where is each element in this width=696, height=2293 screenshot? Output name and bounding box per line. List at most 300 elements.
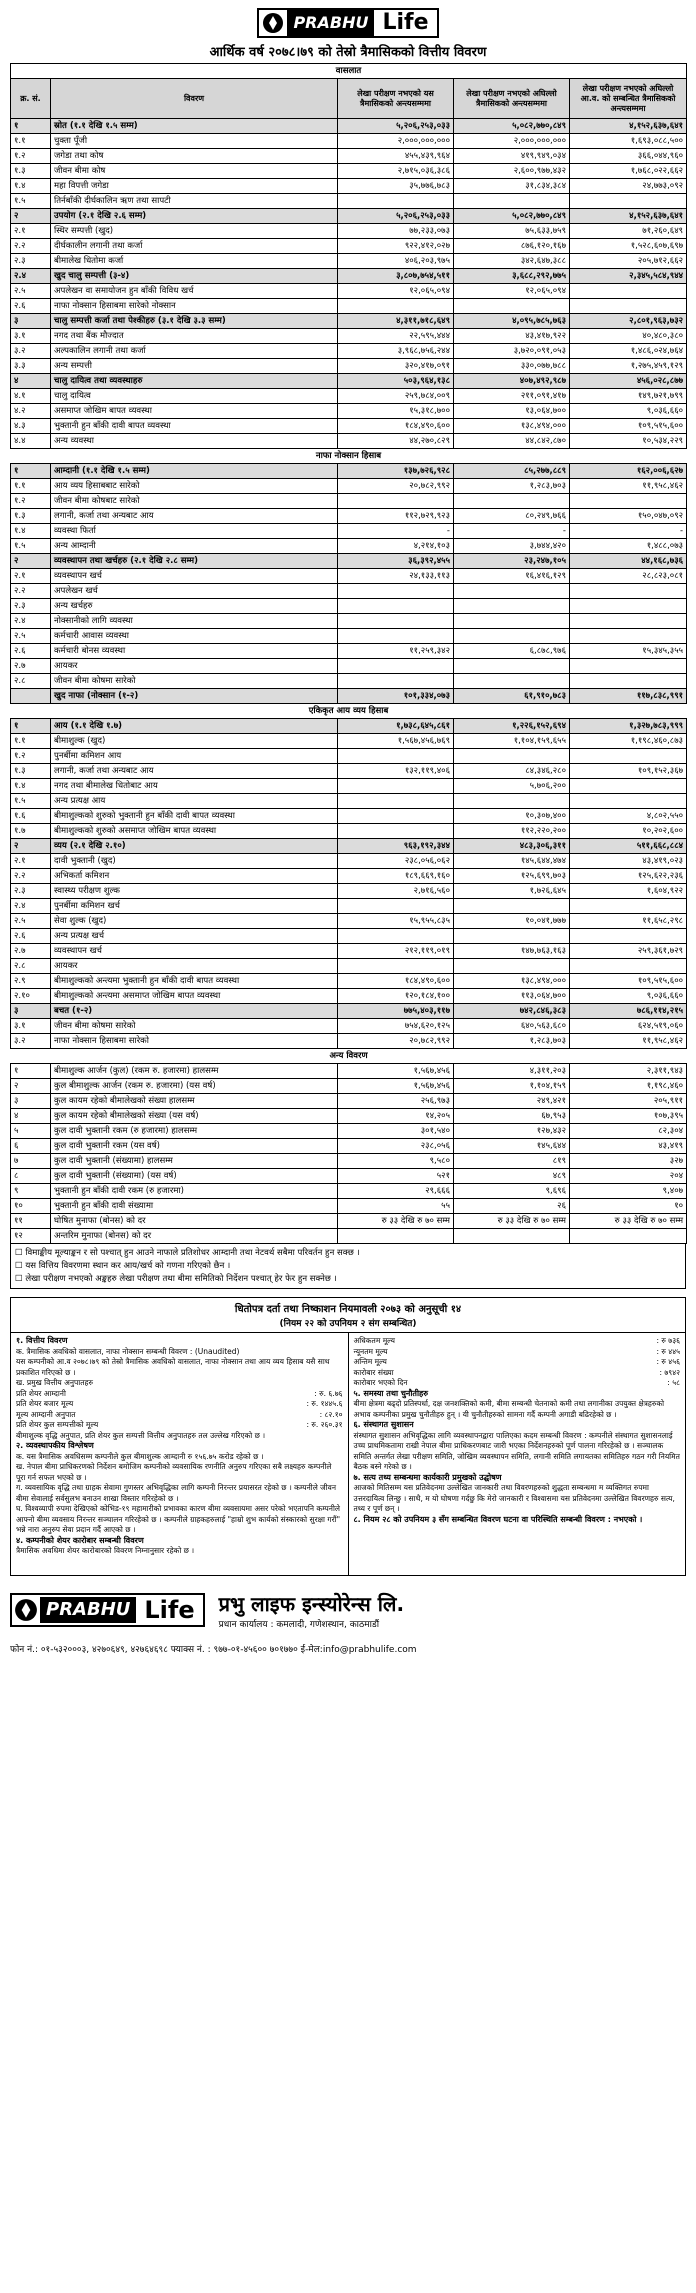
row-value-current: ४५५,४३९,९६४ [338,149,454,164]
row-value-current: ९,५८० [338,1154,454,1169]
annex-key-value [16,1389,343,1400]
logo-text-prabhu: PRABHU [287,10,374,36]
annex-left-column [11,1333,349,1575]
row-label: जीवन बीमा कोष [51,164,338,179]
row-label: खुद चालु सम्पत्ती (३-४) [51,269,338,284]
annex-value: : रु. ६.७६ [314,1388,343,1398]
annex-heading-text: ६. संस्थागत सुशासन [353,1420,414,1429]
row-serial: २.६ [11,929,51,944]
row-value-previous-quarter: ५,०८२,७७०,८४९ [454,209,570,224]
row-value-current: १३२,११९,४०६ [338,764,454,779]
row-serial: १.५ [11,794,51,809]
row-label: कुल बीमाशुल्क आर्जन (रकम रु. हजारमा) (यस वर्ष) [51,1079,338,1094]
column-header-previous-year-quarter: लेखा परीक्षण नभएको अघिल्लो आ.व. को सम्बन्धित त्रैमासिकको अन्त्यसम्ममा [570,79,687,119]
row-value-current: २,०००,०००,००० [338,134,454,149]
row-value-previous-year: ४५६,०२८,८७७ [570,374,687,389]
row-value-previous-quarter: १२७,४३२ [454,1124,570,1139]
row-serial: ९ [11,1184,51,1199]
row-serial: १० [11,1199,51,1214]
row-value-previous-quarter [454,929,570,944]
annex-paragraph: त्रैमासिक अवधिमा शेयर कारोबारको विवरण निम्नानुसार रहेको छ । [16,1546,195,1555]
row-value-previous-quarter [454,1229,570,1244]
row-value-previous-year: १,७६८,०२२,६६२ [570,164,687,179]
table-row [11,1064,687,1079]
annex-value: : रु ४४५ [656,1346,680,1356]
row-value-previous-year: ९,०३६,६६० [570,404,687,419]
row-value-current [338,659,454,674]
row-value-current: ५२१ [338,1169,454,1184]
row-serial: ३.२ [11,1034,51,1049]
row-label: कर्मचारी आवास व्यवस्था [51,629,338,644]
annex-key: अन्तिम मूल्य [353,1357,387,1366]
annex-paragraph: बीमा क्षेत्रमा बढ्दो प्रतिस्पर्धा, दक्ष जनशक्तिको कमी, बीमा सम्बन्धी चेतनाको कमी तथा लगानीका उपयुक्त क्षेत्रहरुको अभाव कम्पनीका प्रमुख चुनौतीहरु हुन् । यी चुनौतीहरुको सामना गर्दै कम्पनी अगाडी बढिरहेको छ । [353,1399,665,1419]
row-value-previous-quarter: १२,०६५,०९४ [454,284,570,299]
row-value-previous-year: १०९,५१५,६०० [570,419,687,434]
row-value-previous-year [570,494,687,509]
notes [10,1244,686,1289]
row-value-current: ४,३११,७१८,६४९ [338,314,454,329]
annex-key: अधिकतम मूल्य [353,1336,395,1345]
table-row [11,719,687,734]
row-label: जीवन बीमा कोषमा सारेको [51,1019,338,1034]
row-serial: १ [11,1064,51,1079]
table-row [11,1184,687,1199]
row-serial: २.४ [11,899,51,914]
logo-text-life: Life [382,10,429,35]
annex-paragraph: संस्थागत सुशासन अभिवृद्धिका लागि व्यवस्थापनद्वारा पालिएका कदम सम्बन्धी विवरण : कम्पनीले संस्थागत सुशासनलाई उच्च प्राथमिकतामा राखी नेपाल बीमा प्राधिकरणबाट जारी भएका निर्देशनहरुको पूर्ण पालना गरिरहेको छ । सञ्चालक समिति अन्तर्गत लेखा परीक्षण समिति, जोखिम व्यवस्थापन समिति, लगानी समिति लगायतका समितिहरु गठन गरी नियमित बैठक बस्ने गरेको छ । [353,1430,680,1471]
row-value-current: रु ३३ देखि रु ७० सम्म [338,1214,454,1229]
column-header-current-quarter: लेखा परीक्षण नभएको यस त्रैमासिकको अन्त्यसम्ममा [338,79,454,119]
row-value-previous-quarter: १,२२६,१५२,६९४ [454,719,570,734]
annex-paragraph: क. यस त्रैमासिक अवधिसम्म कम्पनीले कुल बीमाशुल्क आम्दानी रु १५६.७५ करोड रहेको छ । [16,1451,264,1461]
annex-key: कारोबार भएको दिन [353,1378,408,1387]
row-value-previous-year [570,599,687,614]
row-value-current: ३५,७७६,७८३ [338,179,454,194]
row-value-previous-year: ९,४०७ [570,1184,687,1199]
row-value-previous-year [570,299,687,314]
annex-paragraph: बीमाशुल्क वृद्धि अनुपात, प्रति शेयर कुल सम्पत्ती वित्तीय अनुपातहरु तल उल्लेख गरिएको छ । [16,1430,266,1440]
row-serial: ४.२ [11,404,51,419]
row-value-previous-quarter: १३८,४९४,००० [454,974,570,989]
row-label: बचत (१-२) [51,1004,338,1019]
row-label: नगद तथा बैंक मौज्दात [51,329,338,344]
row-serial: ३.१ [11,1019,51,1034]
annex-paragraph: ग. व्यवसायिक वृद्धि तथा ग्राहक सेवामा गुणस्तर अभिवृद्धिका लागि कम्पनी निरन्तर प्रयासरत रहेको छ । कम्पनीले जीवन बीमा सेवालाई सर्वसुलभ बनाउन शाखा विस्तार गरिरहेको छ । [16,1483,336,1503]
table-header-row [11,79,687,119]
annex-value: : ५८ [667,1378,680,1387]
row-serial: २ [11,554,51,569]
row-value-previous-quarter: १०,०४१,७७७ [454,914,570,929]
income-expense-rows [11,719,687,1049]
row-value-current: १२०,१८४,१०० [338,989,454,1004]
row-value-previous-quarter: १४७,७६३,१६३ [454,944,570,959]
row-value-previous-year: २,३११,९४३ [570,1064,687,1079]
table-row [11,974,687,989]
prabhu-emblem-icon [259,10,287,36]
row-label: कुल दावी भुक्तानी (संख्यामा) (यस वर्ष) [51,1169,338,1184]
row-label: अल्पकालिन लगानी तथा कर्जा [51,344,338,359]
row-value-current: २३८,०५६,०६२ [338,854,454,869]
annex-key-value [16,1420,343,1431]
financial-table [10,63,687,1244]
row-value-previous-year [570,899,687,914]
table-row [11,119,687,134]
row-value-current: १,७३८,६४५,८६१ [338,719,454,734]
row-value-previous-year: १४९,७२१,७९९ [570,389,687,404]
table-row [11,419,687,434]
row-value-previous-year: २५९,३६१,७२९ [570,944,687,959]
pl-heading-row [11,449,687,464]
table-row [11,794,687,809]
row-value-previous-year: १,२७५,४५९,१२९ [570,359,687,374]
table-row [11,569,687,584]
prabhu-emblem-icon [12,1597,40,1623]
row-label: जीवन बीमा कोषबाट सारेको [51,494,338,509]
row-label: दावी भुक्तानी (खुद) [51,854,338,869]
row-value-previous-quarter: ६४०,५६३,६८० [454,1019,570,1034]
row-serial: १.४ [11,524,51,539]
row-serial: १.२ [11,494,51,509]
table-row [11,404,687,419]
row-value-previous-quarter: ५,७०६,२०० [454,779,570,794]
row-label: बीमाशुल्कको शुरुको भुक्तानी हुन बाँकी दावी बापत व्यवस्था [51,809,338,824]
row-value-previous-year: १२५,६२२,२३६ [570,869,687,884]
table-row [11,509,687,524]
table-row [11,1109,687,1124]
row-serial: २.१ [11,854,51,869]
table-row [11,299,687,314]
table-row [11,1139,687,1154]
row-value-current: १,५६७,४५६,७६९ [338,734,454,749]
logo-text-prabhu: PRABHU [40,1597,136,1623]
footer-logo [10,1593,205,1627]
row-label: आम्दानी (१.१ देखि १.५ सम्म) [51,464,338,479]
row-serial: २.१ [11,569,51,584]
row-value-previous-quarter: १३८,४९४,००० [454,419,570,434]
row-label: महा विपत्ती जगेडा [51,179,338,194]
ie-heading-row [11,704,687,719]
row-label: बीमाशुल्क (खुद) [51,734,338,749]
table-row [11,644,687,659]
row-value-current: ४,२१४,१०३ [338,539,454,554]
row-value-current [338,299,454,314]
row-label: जीवन बीमा कोषमा सारेको [51,674,338,689]
row-value-previous-quarter: ११३,०६४,७०० [454,989,570,1004]
note-item: ☐ विमाङ्कीय मूल्याङ्कन र सो पश्चात् हुन आउने नाफाले प्रतिशोधर आम्दानी तथा नेटवर्थ सबैमा परिवर्तन हुन सक्छ । [15,1248,360,1258]
row-serial: १.१ [11,134,51,149]
table-row [11,809,687,824]
row-value-previous-quarter: १३,०६४,७०० [454,404,570,419]
annex-heading-text: ५. समस्या तथा चुनौतीहरु [353,1388,429,1398]
row-label: घोषित मुनाफा (बोनस) को दर [51,1214,338,1229]
table-row [11,1154,687,1169]
row-serial: १.४ [11,179,51,194]
row-value-current: १५,९५५,८३५ [338,914,454,929]
table-row [11,1079,687,1094]
row-value-previous-year: ११,६५८,२९८ [570,914,687,929]
table-row [11,1214,687,1229]
row-value-current [338,794,454,809]
row-value-current: २१२,११९,०१९ [338,944,454,959]
row-value-current: ९२२,४१२,०२७ [338,239,454,254]
row-value-previous-quarter: १,१०४,१५९ [454,1079,570,1094]
row-serial: २ [11,839,51,854]
annex-heading [354,1473,681,1484]
company-address: प्रधान कार्यालय : कमलादी, गणेशस्थान, काठमाडौं [218,1620,380,1630]
ie-heading: एकिकृत आय व्यय हिसाब [11,704,687,719]
row-value-previous-year: ३६६,०४४,९६० [570,149,687,164]
table-row [11,359,687,374]
row-value-previous-quarter: ४,३११,२०३ [454,1064,570,1079]
row-label: अन्य प्रत्यक्ष खर्च [51,929,338,944]
row-serial: ६ [11,1139,51,1154]
annex-key: प्रति शेयर कुल सम्पत्तीको मूल्य [16,1420,99,1429]
row-value-previous-quarter [454,794,570,809]
row-label: आय (१.१ देखि १.७) [51,719,338,734]
row-value-previous-year: २,८०१,९६३,७३२ [570,314,687,329]
table-row [11,224,687,239]
row-serial: १.२ [11,749,51,764]
annex-right-column [349,1333,686,1575]
row-serial: २.४ [11,269,51,284]
annex-value: : रु. २६०.३१ [306,1420,343,1429]
row-serial: १ [11,464,51,479]
row-label: कर्मचारी बोनस व्यवस्था [51,644,338,659]
table-row [11,554,687,569]
row-value-previous-year: १५०,०४७,०९२ [570,509,687,524]
other-heading-row [11,1049,687,1064]
row-value-previous-year: २,३४५,५८४,९४४ [570,269,687,284]
row-label: चालु सम्पत्ती कर्जा तथा पेश्कीहरु (३.१ देखि ३.३ सम्म) [51,314,338,329]
row-value-previous-year: - [570,524,687,539]
row-serial: ४.१ [11,389,51,404]
row-serial: ४.३ [11,419,51,434]
row-value-current [338,494,454,509]
table-row [11,269,687,284]
row-value-previous-quarter: १,७२६,६४५ [454,884,570,899]
table-row [11,179,687,194]
row-value-previous-year: ९,०३६,६६० [570,989,687,1004]
row-label: अभिकर्ता कमिशन [51,869,338,884]
table-row [11,689,687,704]
row-value-previous-year: १,१९८,४६०,८७३ [570,734,687,749]
row-value-current [338,959,454,974]
row-value-previous-year: ५११,६६८,८८४ [570,839,687,854]
row-label: बीमाशुल्कको अन्त्यमा भुक्तानी हुन बाँकी दावी बापत व्यवस्था [51,974,338,989]
row-value-previous-quarter: १४५,६४४ [454,1139,570,1154]
annex-value: : रु ७३६ [656,1336,680,1345]
row-serial: २.८ [11,959,51,974]
row-value-current [338,194,454,209]
row-value-current [338,629,454,644]
row-value-previous-quarter: ४३,४१७,९२२ [454,329,570,344]
row-value-current: २५९,७८४,००९ [338,389,454,404]
row-label: कुल कायम रहेको बीमालेखको संख्या (यस वर्ष) [51,1109,338,1124]
row-value-current: ५,२०६,२५३,०३३ [338,209,454,224]
annex-key: प्रति शेयर आम्दानी [16,1388,66,1398]
other-heading: अन्य विवरण [11,1049,687,1064]
row-serial: १.३ [11,164,51,179]
annex-heading [354,1420,681,1431]
row-value-current [338,809,454,824]
row-serial: २.२ [11,869,51,884]
row-serial: ३.३ [11,359,51,374]
row-label: आयकर [51,659,338,674]
row-serial: १.४ [11,779,51,794]
table-row [11,524,687,539]
row-value-previous-year: ४३,४१९ [570,1139,687,1154]
row-value-previous-year: १,५२८,६०७,६९७ [570,239,687,254]
row-value-current: ७५४,६२०,१२५ [338,1019,454,1034]
table-row [11,239,687,254]
row-value-previous-quarter [454,959,570,974]
row-value-current: ५०३,९६४,१३८ [338,374,454,389]
annex-heading-text: २. व्यवस्थापकीय विश्लेषण [16,1441,94,1450]
row-label: बीमाशुल्क आर्जन (कुल) (रकम रु. हजारमा) हालसम्म [51,1064,338,1079]
row-label: भुक्तानी हुन बाँकी दावी संख्यामा [51,1199,338,1214]
table-row [11,1004,687,1019]
row-label: व्यवस्थापन खर्च [51,569,338,584]
row-value-previous-year: १०,२०२,६०० [570,824,687,839]
row-value-previous-year: १,६९३,०८८,५०० [570,134,687,149]
row-value-previous-year: १,४८८,०७३ [570,539,687,554]
table-row [11,1169,687,1184]
annex-key: प्रति शेयर बजार मूल्य [16,1399,74,1408]
row-value-current [338,614,454,629]
row-value-previous-year: १० [570,1199,687,1214]
row-value-current [338,899,454,914]
annex-heading-text: ७. सत्य तथ्य सम्बन्धमा कार्यकारी प्रमुखको उद्घोषण [353,1472,502,1482]
row-value-current: १,५६७,४५६ [338,1064,454,1079]
row-label: अपलेखन वा समायोजन हुन बाँकी विविध खर्च [51,284,338,299]
row-serial: २.१० [11,989,51,1004]
row-serial: १.१ [11,479,51,494]
row-value-current: ४०६,२०३,९७५ [338,254,454,269]
row-value-previous-quarter: ११२,२२०,२०० [454,824,570,839]
row-value-current: ११२,७२९,९२३ [338,509,454,524]
row-value-previous-year: ११,९५८,४६२ [570,479,687,494]
row-value-current [338,929,454,944]
row-value-previous-quarter: २३,२४७,१०५ [454,554,570,569]
row-label: भुक्तानी हुन बाँकी दावी बापत व्यवस्था [51,419,338,434]
row-serial: ५ [11,1124,51,1139]
annex-key-value [354,1378,681,1389]
row-value-previous-quarter: ३,७२०,०९१,०५३ [454,344,570,359]
row-value-previous-quarter: ८०,२४९,७६६ [454,509,570,524]
row-label: तिर्नबाँकी दीर्घकालिन ऋण तथा सापटी [51,194,338,209]
row-serial: २.५ [11,914,51,929]
table-row [11,134,687,149]
row-serial: ३ [11,314,51,329]
annex-key-value [16,1399,343,1410]
row-serial: १.५ [11,194,51,209]
table-row [11,464,687,479]
row-serial: ४ [11,374,51,389]
column-header-description: विवरण [51,79,338,119]
balance-sheet-rows [11,119,687,449]
row-serial: २.३ [11,884,51,899]
row-value-current [338,824,454,839]
table-row [11,959,687,974]
row-label: अन्य व्यवस्था [51,434,338,449]
row-value-current: ३०१,५४० [338,1124,454,1139]
header [10,6,686,40]
row-value-previous-year: ८२,३०४ [570,1124,687,1139]
contact-line: फोन नं.: ०१-५३२०००३, ४२७०६४९, ४२७६४६९८ फ्याक्स नं. : ९७७-०१-४५६०० ७०१७७० ई-मेल:info@prabhulife.com [10,1645,417,1655]
row-value-previous-year: २०५,७१२,६६२ [570,254,687,269]
row-value-previous-quarter: ९,६९६ [454,1184,570,1199]
row-value-previous-quarter: ४८९ [454,1169,570,1184]
table-row [11,164,687,179]
table-row [11,329,687,344]
table-row [11,674,687,689]
row-label: बीमालेख धितोमा कर्जा [51,254,338,269]
row-value-current: २,७१५,०३६,३८६ [338,164,454,179]
row-value-previous-quarter: २,०००,०००,००० [454,134,570,149]
row-value-current: १५,३१८,७०० [338,404,454,419]
footer [10,1580,686,1640]
table-row [11,539,687,554]
row-value-previous-quarter: ३१,८३४,३८४ [454,179,570,194]
row-value-previous-year: ३२७ [570,1154,687,1169]
row-serial: ४.४ [11,434,51,449]
row-value-previous-year [570,779,687,794]
row-value-current: ४४,२७०,८२९ [338,434,454,449]
row-serial: ११ [11,1214,51,1229]
annex-heading [354,1515,681,1526]
other-details-rows [11,1064,687,1244]
row-value-current: ५,२०६,२५३,०३३ [338,119,454,134]
row-label: अन्य सम्पत्ती [51,359,338,374]
row-value-previous-quarter: रु ३३ देखि रु ७० सम्म [454,1214,570,1229]
row-value-previous-year [570,1229,687,1244]
row-value-previous-quarter: ६१,९१०,७८३ [454,689,570,704]
row-serial: २.३ [11,254,51,269]
annex-paragraph: ख. प्रमुख वित्तीय अनुपातहरु [16,1378,93,1387]
table-row [11,614,687,629]
annex-heading [16,1441,343,1452]
table-row [11,629,687,644]
row-value-previous-year: ४०,४८०,३८० [570,329,687,344]
row-value-previous-quarter: १२५,६९९,७०३ [454,869,570,884]
row-value-current: ९६३,१९२,३४४ [338,839,454,854]
annex-heading-text: ८. नियम २८ को उपनियम ३ सँग सम्बन्धित विवरण घटना वा परिस्थिति सम्बन्धी विवरण : नभएको । [353,1514,643,1524]
row-value-current: २३८,०५६ [338,1139,454,1154]
row-serial: २.५ [11,629,51,644]
row-value-previous-year [570,959,687,974]
row-value-current: ७७,२३३,०७३ [338,224,454,239]
row-label: नगद तथा बीमालेख धितोबाट आय [51,779,338,794]
table-row [11,854,687,869]
row-value-previous-quarter: २११,०९१,४१७ [454,389,570,404]
annex-heading-text: १. वित्तीय विवरण [16,1336,68,1345]
table-row [11,764,687,779]
row-label: अपलेखन खर्च [51,584,338,599]
table-row [11,374,687,389]
row-label: स्रोत (१.१ देखि १.५ सम्म) [51,119,338,134]
row-value-current: २९,६६६ [338,1184,454,1199]
row-value-current: ७७५,४०३,११७ [338,1004,454,1019]
row-value-previous-quarter: ७४२,८४६,३८३ [454,1004,570,1019]
row-label: अन्य आम्दानी [51,539,338,554]
row-value-previous-year: ११७,८३८,९९१ [570,689,687,704]
row-value-previous-year: ११,९५८,४६२ [570,1034,687,1049]
row-value-previous-quarter [454,899,570,914]
table-row [11,659,687,674]
row-serial: १.३ [11,764,51,779]
annex-value: : ७९४२ [659,1367,680,1377]
row-value-previous-year [570,929,687,944]
